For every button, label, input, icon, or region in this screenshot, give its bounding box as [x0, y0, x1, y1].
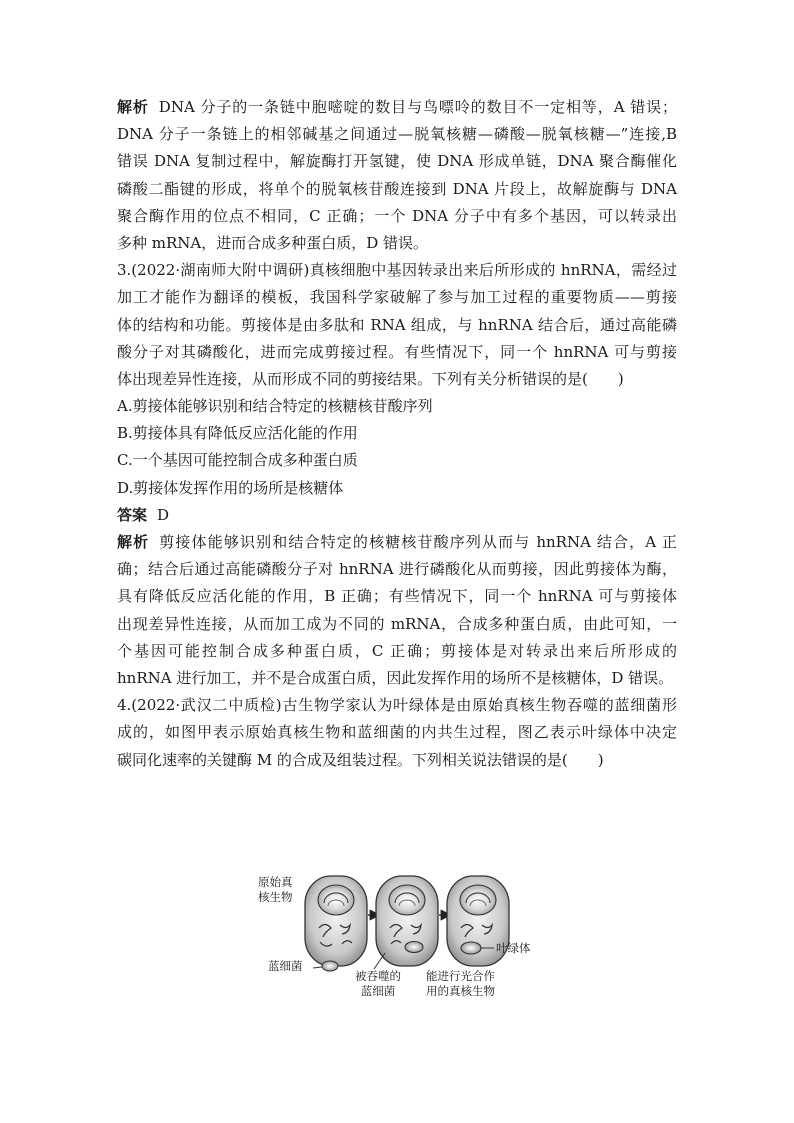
q3-analysis-line-1: 解析 剪接体能够识别和结合特定的核糖核苷酸序列从而与 hnRNA 结合，A 正	[117, 533, 677, 551]
engulfed-pointer	[374, 953, 385, 969]
q3-analysis-line-2: 确；结合后通过高能磷酸分子对 hnRNA 进行磷酸化从而剪接，因此剪接体为酶，	[117, 560, 677, 579]
q3-option-d: D.剪接体发挥作用的场所是核糖体	[117, 478, 344, 497]
q3-stem-line-3: 体的结构和功能。剪接体是由多肽和 RNA 组成，与 hnRNA 结合后，通过高能磷	[117, 315, 677, 334]
label-primitive-eukaryote: 原始真 核生物	[258, 875, 293, 904]
document-page	[117, 94, 677, 774]
analysis1-line-4: 磷酸二酯键的形成，将单个的脱氧核苷酸连接到 DNA 片段上，故解旋酶与 DNA	[117, 179, 677, 198]
q3-option-b: B.剪接体具有降低反应活化能的作用	[117, 424, 358, 443]
q3-stem-line-2: 加工才能作为翻译的模板，我国科学家破解了参与加工过程的重要物质——剪接	[117, 288, 677, 307]
q3-answer-label: 答案	[117, 505, 148, 524]
analysis1-line-2: DNA 分子一条链上的相邻碱基之间通过—脱氧核糖—磷酸—脱氧核糖—”连接,B	[117, 125, 677, 144]
label-chloroplast: 叶绿体	[496, 941, 531, 955]
cyanobacterium-pointer	[313, 967, 322, 968]
cyanobacterium	[322, 961, 338, 971]
chloroplast	[461, 942, 481, 954]
engulfed-cyanobacterium	[405, 942, 423, 953]
analysis1-line-3: 错误 DNA 复制过程中，解旋酶打开氢键，使 DNA 形成单链，DNA 聚合酶催化	[117, 152, 677, 171]
engulfing-cell	[376, 876, 438, 966]
q4-stem-line-1: 4.(2022·武汉二中质检)古生物学家认为叶绿体是由原始真核生物吞噬的蓝细菌形	[117, 696, 677, 715]
q3-stem-line-1: 3.(2022·湖南师大附中调研)真核细胞中基因转录出来后所形成的 hnRNA，需经过	[117, 261, 677, 280]
endosymbiosis-figure	[258, 873, 548, 1008]
primitive-eukaryote-cell	[305, 876, 367, 966]
q3-answer	[117, 502, 677, 529]
q4-stem-line-2: 成的，如图甲表示原始真核生物和蓝细菌的内共生过程，图乙表示叶绿体中决定	[117, 723, 677, 742]
q3-stem-line-4: 酸分子对其磷酸化，进而完成剪接过程。有些情况下，同一个 hnRNA 可与剪接	[117, 342, 677, 361]
q3-analysis-line-6: hnRNA 进行加工，并不是合成蛋白质，因此发挥作用的场所不是核糖体，D 错误。	[117, 668, 674, 687]
analysis1-line-6: 多种 mRNA，进而合成多种蛋白质，D 错误。	[117, 233, 429, 252]
analysis1-line-5: 聚合酶作用的位点不相同，C 正确；一个 DNA 分子中有多个基因，可以转录出	[117, 206, 677, 225]
q3-stem-line-5: 体出现差异性连接，从而形成不同的剪接结果。下列有关分析错误的是( )	[117, 369, 624, 388]
label-engulfed-cyanobacteria: 被吞噬的 蓝细菌	[355, 969, 401, 998]
q3-analysis-line-5: 个基因可能控制合成多种蛋白质，C 正确；剪接体是对转录出来后所形成的	[117, 641, 677, 660]
q3-option-a: A.剪接体能够识别和结合特定的核糖核苷酸序列	[117, 397, 433, 416]
q4-stem-line-3: 碳同化速率的关键酶 M 的合成及组装过程。下列相关说法错误的是( )	[117, 750, 604, 769]
analysis1-label: 解析	[117, 98, 149, 116]
analysis1-line-1: 解析 DNA 分子的一条链中胞嘧啶的数目与鸟嘌呤的数目不一定相等，A 错误；	[117, 98, 677, 116]
q3-answer-value: D	[157, 505, 170, 524]
label-cyanobacteria: 蓝细菌	[268, 959, 303, 973]
q3-option-c: C.一个基因可能控制合成多种蛋白质	[117, 451, 358, 470]
label-photosynthetic-eukaryote: 能进行光合作 用的真核生物	[426, 969, 495, 998]
q3-analysis-line-4: 出现差异性连接，从而加工成为不同的 mRNA，合成多种蛋白质，由此可知，一	[117, 614, 677, 633]
q3-analysis-line-3: 具有降低反应活化能的作用，B 正确；有些情况下，同一个 hnRNA 可与剪接体	[117, 587, 677, 606]
q3-analysis-label: 解析	[117, 533, 150, 551]
